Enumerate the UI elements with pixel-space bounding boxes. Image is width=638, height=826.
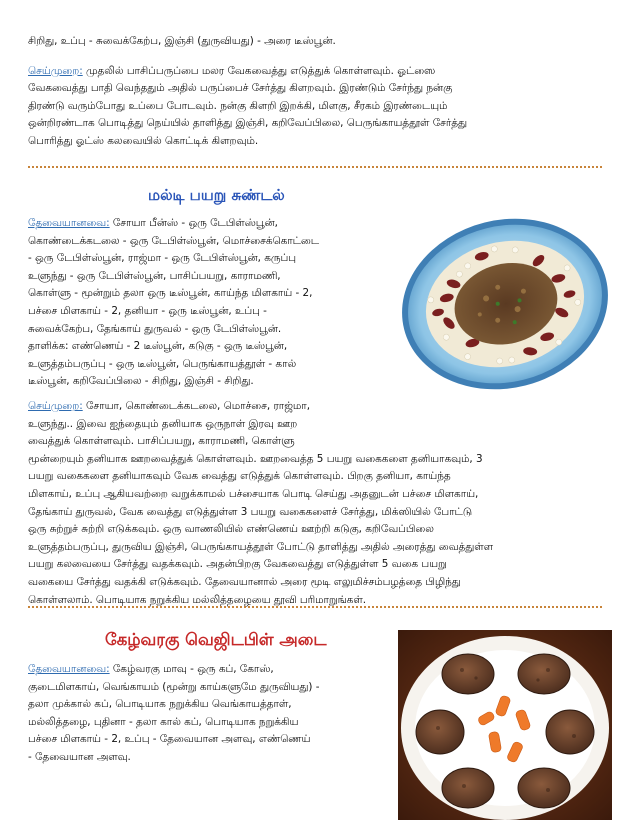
intro-method-line-5: பொரித்து ஓட்ஸ் கலவையில் கொட்டிக் கிளறவும். bbox=[28, 134, 259, 147]
recipe1-ingredient-line: டீஸ்பூன், கறிவேப்பிலை - சிறிது, இஞ்சி - சிறிது. bbox=[28, 375, 254, 388]
recipe2-ingredient-line: - தேவையான அளவு. bbox=[28, 750, 131, 763]
intro-method-line-3: திரண்டு வரும்போது உப்பை போடவும். நன்கு கிளறி இறக்கி, மிளகு, சீரகம் இரண்டையும் bbox=[28, 99, 448, 112]
recipe2-ingredients bbox=[28, 661, 396, 767]
recipe1-ingredient-line: தேவையானவை: சோயா பீன்ஸ் - ஒரு டேபிள்ஸ்பூன், bbox=[28, 217, 278, 229]
section-divider bbox=[28, 166, 602, 168]
intro-method-label: செய்முறை: bbox=[28, 64, 83, 77]
recipe1-ingredient-line: - ஒரு டேபிள்ஸ்பூன், ராஜ்மா - ஒரு டேபிள்ஸ்பூன், கருப்பு bbox=[28, 252, 296, 265]
recipe1-method-line: பயறு வகைகளை தனியாகவும் வேக வைத்து எடுத்துக் கொள்ளவும். பிறகு தனியா, காய்ந்த bbox=[28, 470, 451, 483]
recipe1-ingredient-line: கொண்டைக்கடலை - ஒரு டேபிள்ஸ்பூன், மொச்சைக்கொட்டை bbox=[28, 234, 320, 247]
recipe1-method-line: உளுத்தம்பருப்பு, துருவிய இஞ்சி, பெருங்காயத்தூள் போட்டு தாளித்து அதில் அரைத்து வைத்துள்ள bbox=[28, 540, 494, 553]
recipe1-method-line: வைத்துக் கொள்ளவும். பாசிப்பயறு, காராமணி, கொள்ளு bbox=[28, 435, 295, 448]
multi-bean-sundal-photo bbox=[398, 214, 612, 394]
intro-method-line-4: ஒன்றிரண்டாக பொடித்து நெய்யில் தாளித்து இஞ்சி, கறிவேப்பிலை, பெருங்காயத்தூள் சேர்த்து bbox=[28, 117, 468, 130]
recipe1-ingredient-line: சுவைக்கேற்ப, தேங்காய் துருவல் - ஒரு டேபிள்ஸ்பூன். bbox=[28, 322, 282, 335]
recipe1-title: மல்டி பயறு சுண்டல் bbox=[148, 186, 285, 204]
recipe1-method-line: உளுந்து.. இவை ஐந்தையும் தனியாக ஒருநாள் இரவு ஊற bbox=[28, 417, 298, 430]
recipe1-method-line: செய்முறை: சோயா, கொண்டைக்கடலை, மொச்சை, ராஜ்மா, bbox=[28, 400, 310, 412]
recipe1-ingredient-line: கொள்ளு - மூன்றும் தலா ஒரு டீஸ்பூன், காய்ந்த மிளகாய் - 2, bbox=[28, 287, 313, 300]
recipe1-ingredient-line: தாளிக்க: எண்ணெய் - 2 டீஸ்பூன், கடுகு - ஒரு டீஸ்பூன், bbox=[28, 340, 288, 353]
recipe1-ingredient-line: உளுத்தம்பருப்பு - ஒரு டீஸ்பூன், பெருங்காயத்தூள் - கால் bbox=[28, 357, 297, 370]
intro-method-line-1: செய்முறை: முதலில் பாசிப்பருப்பை மலர வேகவைத்து எடுத்துக் கொள்ளவும். ஓட்ஸை bbox=[28, 64, 436, 77]
recipe1-method-label: செய்முறை: bbox=[28, 400, 83, 412]
recipe1-method-line: வகையை சேர்த்து வதக்கி எடுக்கவும். தேவையானால் அரை மூடி எலுமிச்சம்பழத்தை பிழிந்து bbox=[28, 575, 461, 588]
recipe1-method-line: பயறு கலவையை சேர்த்து வதக்கவும். அதன்பிறகு வேகவைத்து எடுத்துள்ள 5 வகை பயறு bbox=[28, 558, 447, 571]
recipe1-method-line: கொள்ளலாம். பொடியாக நறுக்கிய மல்லித்தழையை தூவி பரிமாறுங்கள். bbox=[28, 593, 366, 606]
recipe1-ingredients-label: தேவையானவை: bbox=[28, 217, 110, 229]
recipe2-ingredients-label: தேவையானவை: bbox=[28, 663, 110, 675]
recipe1-ingredients bbox=[28, 215, 398, 391]
recipe1-method-line: தேங்காய் துருவல், வேக வைத்து எடுத்துள்ள 3 பயறு வகைகளைச் சேர்த்து, மிக்ஸியில் போட்டு bbox=[28, 505, 473, 518]
recipe1-ingredient-line: பச்சை மிளகாய் - 2, தனியா - ஒரு டீஸ்பூன், உப்பு - bbox=[28, 304, 267, 317]
intro-section bbox=[28, 33, 618, 151]
recipe2-ingredient-line: மல்லித்தழை, புதினா - தலா கால் கப், பொடியாக நறுக்கிய bbox=[28, 715, 299, 728]
recipe1-ingredient-line: உளுந்து - ஒரு டேபிள்ஸ்பூன், பாசிப்பயறு, காராமணி, bbox=[28, 269, 281, 282]
recipe2-ingredient-line: பச்சை மிளகாய் - 2, உப்பு - தேவையான அளவு, எண்ணெய் bbox=[28, 733, 311, 746]
recipe2-title: கேழ்வரகு வெஜிடபிள் அடை bbox=[105, 630, 327, 649]
section-divider bbox=[28, 606, 602, 608]
recipe1-method bbox=[28, 398, 618, 609]
recipe1-method-line: மூன்றையும் தனியாக ஊறவைத்துக் கொள்ளவும். ஊறவைத்த 5 பயறு வகைகளை தனியாகவும், 3 bbox=[28, 452, 483, 465]
intro-ingredient-line: சிறிது, உப்பு - சுவைக்கேற்ப, இஞ்சி (துருவியது) - அரை டீஸ்பூன். bbox=[28, 35, 336, 47]
recipe1-method-line: மிளகாய், உப்பு ஆகியவற்றை வறுக்காமல் பச்சையாக பொடி செய்து அதனுடன் பச்சை மிளகாய், bbox=[28, 487, 479, 500]
recipe2-ingredient-line: தலா முக்கால் கப், பொடியாக நறுக்கிய வெங்காயத்தாள், bbox=[28, 698, 292, 711]
intro-method-line-2: வேகவைத்து பாதி வெந்ததும் அதில் பருப்பைச் சேர்த்து கிளறவும். இரண்டும் சேர்ந்து நன்கு bbox=[28, 82, 453, 95]
recipe1-method-line: ஒரு சுற்றுச் சுற்றி எடுக்கவும். ஒரு வாணலியில் எண்ணெய் ஊற்றி கடுகு, கறிவேப்பிலை bbox=[28, 523, 434, 536]
recipe2-ingredient-line: தேவையானவை: கேழ்வரகு மாவு - ஒரு கப், கோஸ், bbox=[28, 663, 274, 675]
ragi-adai-photo bbox=[398, 630, 612, 820]
recipe2-ingredient-line: குடைமிளகாய், வெங்காயம் (மூன்று காய்களுமே துருவியது) - bbox=[28, 680, 320, 693]
